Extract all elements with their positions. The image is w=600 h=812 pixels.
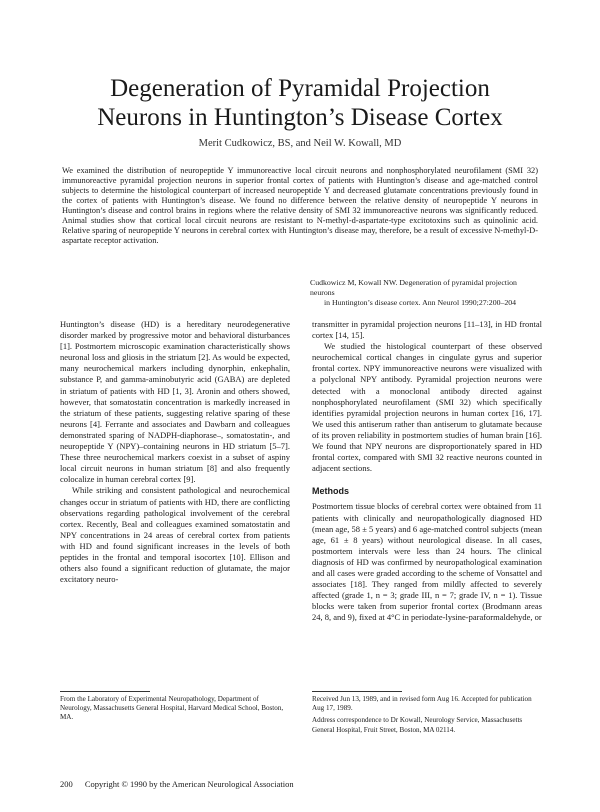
paragraph: While striking and consistent pathological and neurochemical changes occur in striatum of patients with HD, there are conflicting observations regarding pathological involvement of the cerebral cortex. Recently, Beal and colleagues examined somatostatin and NPY concentrations in 24 areas of cerebral cortex from patients with HD and found significant increases in the levels of both peptides in the frontal and temporal isocortex [10]. Ellison and others also found a significant reduction of glutamate, the major excitatory neuro- [60,485,290,585]
footnote-affiliation [60,695,288,726]
abstract-text: We examined the distribution of neuropeptide Y immunoreactive local circuit neurons and nonphosphorylated neurofilament (SMI 32) immunoreactive pyramidal projection neurons in superior frontal cortex of patients with Huntington’s disease and age-matched control subjects to determine the histological counterpart of increased neuropeptide Y and decreased glutamate concentrations previously found in the cortex of patients with Huntington’s disease. We found no difference between the relative density of neuropeptide Y neurons in Huntington’s disease and control brains in regions where the relative density of SMI 32 immunoreactive neurons was significantly reduced. Animal studies show that cortical local circuit neurons are resistant to N-methyl-d-aspartate-type excitotoxins such as quinolinic acid. Relative sparing of neuropeptide Y neurons in cerebral cortex with Huntington’s disease may, therefore, be a result of excessive N-methyl-D-aspartate receptor activation. [62,166,538,245]
citation-line-2: in Huntington’s disease cortex. Ann Neurol 1990;27:200–204 [324,298,517,307]
body-column-left [60,319,290,585]
article-title [40,74,560,132]
methods-heading: Methods [312,486,349,497]
footnote-received [312,695,540,738]
received-text: Received Jun 13, 1989, and in revised form Aug 16. Accepted for publication Aug 17, 1989. [312,695,532,713]
footnote-divider [60,691,150,692]
abstract [62,166,538,246]
methods-paragraph: Postmortem tissue blocks of cerebral cortex were obtained from 11 patients with clinically and neuropathologically diagnosed HD (mean age, 58 ± 5 years) and 6 age-matched control subjects (mean age, 61 ± 8 years) without neurological disease. In all cases, postmortem intervals were less than 24 hours. The clinical diagnosis of HD was confirmed by neuropathological examination and all cases were graded according to the scheme of Vonsattel and associates [18]. They ranged from mildly affected to severely affected (grade 1, n = 3; grade III, n = 7; grade IV, n = 1). Tissue blocks were taken from superior frontal cortex (Brodmann areas 24, 8, and 9), fixed at 4°C in periodate-lysine-paraformaldehyde, or [312,501,542,623]
citation-line-1: Cudkowicz M, Kowall NW. Degeneration of pyramidal projection neurons [310,278,517,297]
copyright: Copyright © 1990 by the American Neurological Association [84,779,294,789]
paragraph: transmitter in pyramidal projection neurons [11–13], in HD frontal cortex [14, 15]. [312,319,542,341]
footnote-divider [312,691,402,692]
paragraph: We studied the histological counterpart of these observed neurochemical cortical changes in cingulate gyrus and superior frontal cortex. NPY immunoreactive neurons were visualized with a polyclonal NPY antibody. Pyramidal projection neurons were detected with a monoclonal antibody directed against nonphosphorylated neurofilament (SMI 32) which specifically identifies pyramidal projection neurons in human cortex [16, 17]. We used this antiserum rather than antiserum to glutamate because of its proven reliability in postmortem studies of human brain [16]. We found that NPY neurons are disproportionately spared in HD frontal cortex, compared with SMI 32 reactive neurons counted in adjacent sections. [312,341,542,474]
paragraph: Huntington’s disease (HD) is a hereditary neurodegenerative disorder marked by progressive motor and behavioral disturbances [1]. Postmortem microscopic examination characteristically shows neuronal loss and gliosis in the striatum [2]. As would be expected, many neurochemical markers including dynorphin, enkephalin, substance P, and gamma-aminobutyric acid (GABA) are depleted in striatum of patients with HD [1, 3]. Aronin and others showed, however, that somatostatin concentration is markedly increased in the striatum of these patients, suggesting relative sparing of these neurons [4]. Ferrante and associates and Dawbarn and colleagues demonstrated sparing of NADPH-diaphorase–, somatostatin-, and neuropeptide Y (NPY)–containing neurons in HD striatum [5–7]. These three neurochemical markers coexist in a subset of aspiny local circuit neurons in human striatum [8] and also frequently colocalize in human cerebral cortex [9]. [60,319,290,485]
page-number: 200 [60,779,73,789]
authors: Merit Cudkowicz, BS, and Neil W. Kowall, MD [198,138,402,149]
body-column-right [312,319,542,623]
title-line-2: Neurons in Huntington’s Disease Cortex [97,104,503,131]
affiliation-text: From the Laboratory of Experimental Neuropathology, Department of Neurology, Massachusetts General Hospital, Harvard Medical School, Boston, MA. [60,695,284,722]
title-line-1: Degeneration of Pyramidal Projection [110,75,490,102]
correspondence-text: Address correspondence to Dr Kowall, Neurology Service, Massachusetts General Hospital, Fruit Street, Boston, MA 02114. [312,716,523,734]
page-footer [60,779,540,789]
citation [310,278,538,308]
